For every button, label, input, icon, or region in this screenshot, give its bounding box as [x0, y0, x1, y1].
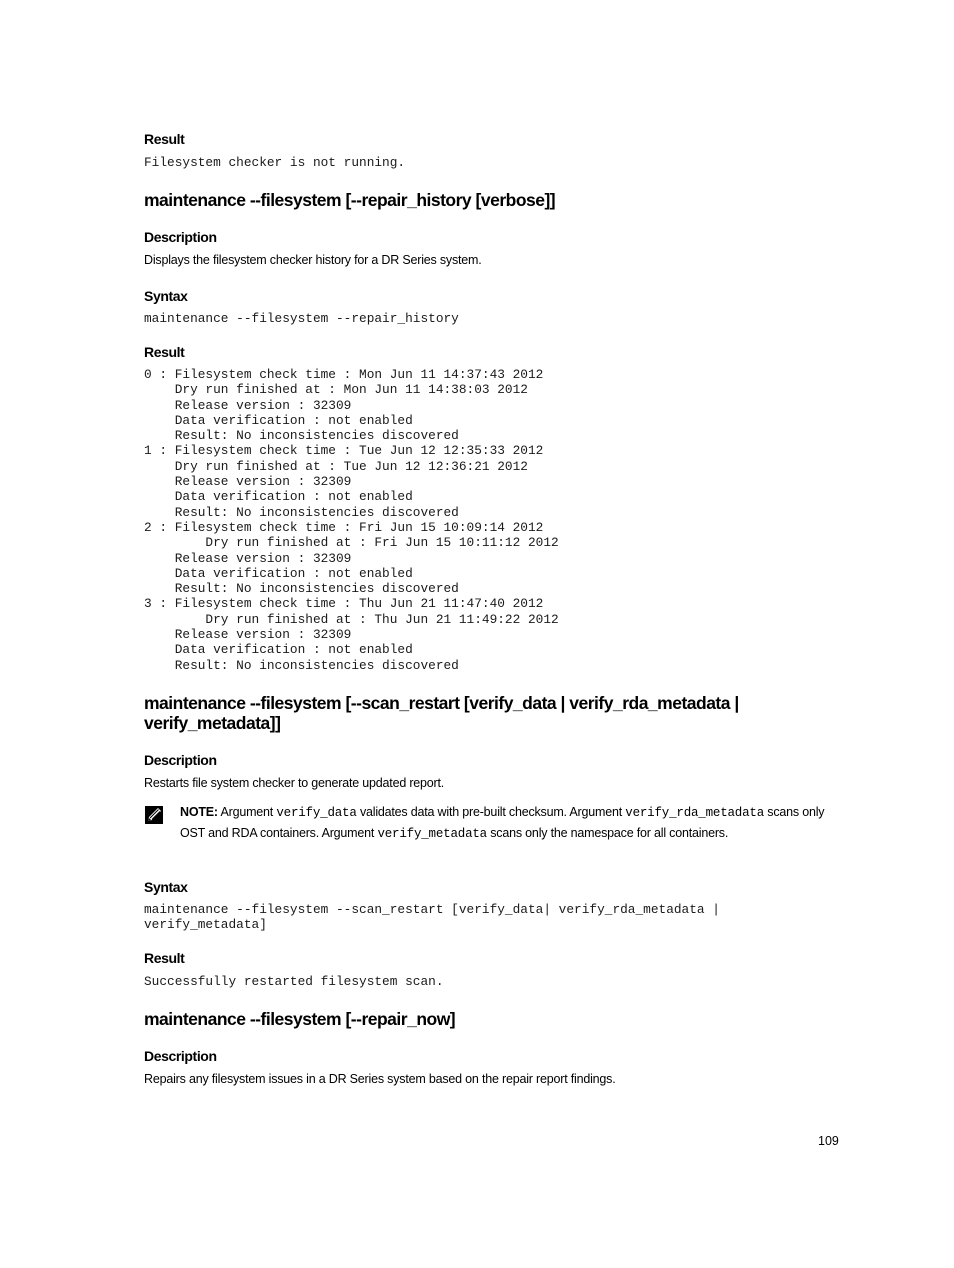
code-line: Result: No inconsistencies discovered — [144, 581, 459, 597]
note-text — [180, 803, 840, 844]
note-code: verify_rda_metadata — [625, 806, 765, 820]
result-code: Successfully restarted filesystem scan. — [144, 974, 444, 989]
result-code: Filesystem checker is not running. — [144, 155, 406, 170]
code-line: verify_metadata] — [144, 917, 267, 933]
description-text: Repairs any filesystem issues in a DR Series system based on the repair report findings. — [144, 1072, 616, 1086]
note-fragment: validates data with pre-built checksum. Argument — [356, 805, 626, 819]
code-line: Data verification : not enabled — [144, 642, 413, 658]
title-line: maintenance --filesystem [--scan_restart [verify_data | verify_rda_metadata | — [144, 693, 739, 713]
pencil-note-icon — [144, 804, 166, 826]
note-fragment: scans only OST and RDA containers. Argument — [180, 805, 825, 840]
note-fragment: scans only the namespace for all containers. — [486, 825, 729, 840]
description-text: Displays the filesystem checker history for a DR Series system. — [144, 253, 482, 267]
code-line: 2 : Filesystem check time : Fri Jun 15 10:09:14 2012 — [144, 519, 544, 535]
result-heading: Result — [144, 131, 185, 147]
syntax-heading: Syntax — [144, 879, 188, 895]
code-line: Release version : 32309 — [144, 474, 352, 490]
code-line: maintenance --filesystem --scan_restart [verify_data| verify_rda_metadata | — [144, 902, 720, 917]
result-heading: Result — [144, 950, 185, 966]
code-line: 1 : Filesystem check time : Tue Jun 12 12:35:33 2012 — [144, 443, 544, 459]
code-line: Result: No inconsistencies discovered — [144, 504, 459, 520]
title-line: verify_metadata]] — [144, 713, 281, 733]
code-line: Dry run finished at : Mon Jun 11 14:38:03 2012 — [144, 382, 528, 398]
note-code: verify_data — [276, 806, 357, 820]
code-line: Release version : 32309 — [144, 627, 352, 643]
syntax-code: maintenance --filesystem --repair_history — [144, 311, 459, 326]
syntax-heading: Syntax — [144, 288, 188, 304]
code-line: Dry run finished at : Tue Jun 12 12:36:21 2012 — [144, 458, 528, 474]
section-title-repair-now: maintenance --filesystem [--repair_now] — [144, 1009, 456, 1029]
description-text: Restarts file system checker to generate updated report. — [144, 776, 445, 790]
description-heading: Description — [144, 752, 217, 768]
code-line: Data verification : not enabled — [144, 412, 413, 428]
section-title-repair-history: maintenance --filesystem [--repair_history [verbose]] — [144, 190, 556, 210]
code-line: Release version : 32309 — [144, 397, 352, 413]
note-code: verify_metadata — [377, 826, 487, 841]
code-line: Release version : 32309 — [144, 550, 352, 566]
description-heading: Description — [144, 1048, 217, 1064]
syntax-code-block — [144, 902, 720, 933]
code-line: Data verification : not enabled — [144, 489, 413, 505]
result-heading: Result — [144, 344, 185, 360]
code-line: Dry run finished at : Fri Jun 15 10:11:12 2012 — [144, 535, 559, 551]
note-fragment: Argument — [217, 805, 277, 819]
code-line: Dry run finished at : Thu Jun 21 11:49:22 2012 — [144, 611, 559, 627]
code-line: 3 : Filesystem check time : Thu Jun 21 11:47:40 2012 — [144, 596, 544, 612]
result-code-block — [144, 367, 559, 673]
code-line: 0 : Filesystem check time : Mon Jun 11 14:37:43 2012 — [144, 367, 544, 382]
code-line: Result: No inconsistencies discovered — [144, 657, 459, 673]
code-line: Data verification : not enabled — [144, 565, 413, 581]
code-line: Result: No inconsistencies discovered — [144, 428, 459, 444]
page-number: 109 — [818, 1134, 839, 1148]
note-label: NOTE: — [180, 805, 218, 819]
description-heading: Description — [144, 229, 217, 245]
section-title-scan-restart — [144, 693, 739, 733]
